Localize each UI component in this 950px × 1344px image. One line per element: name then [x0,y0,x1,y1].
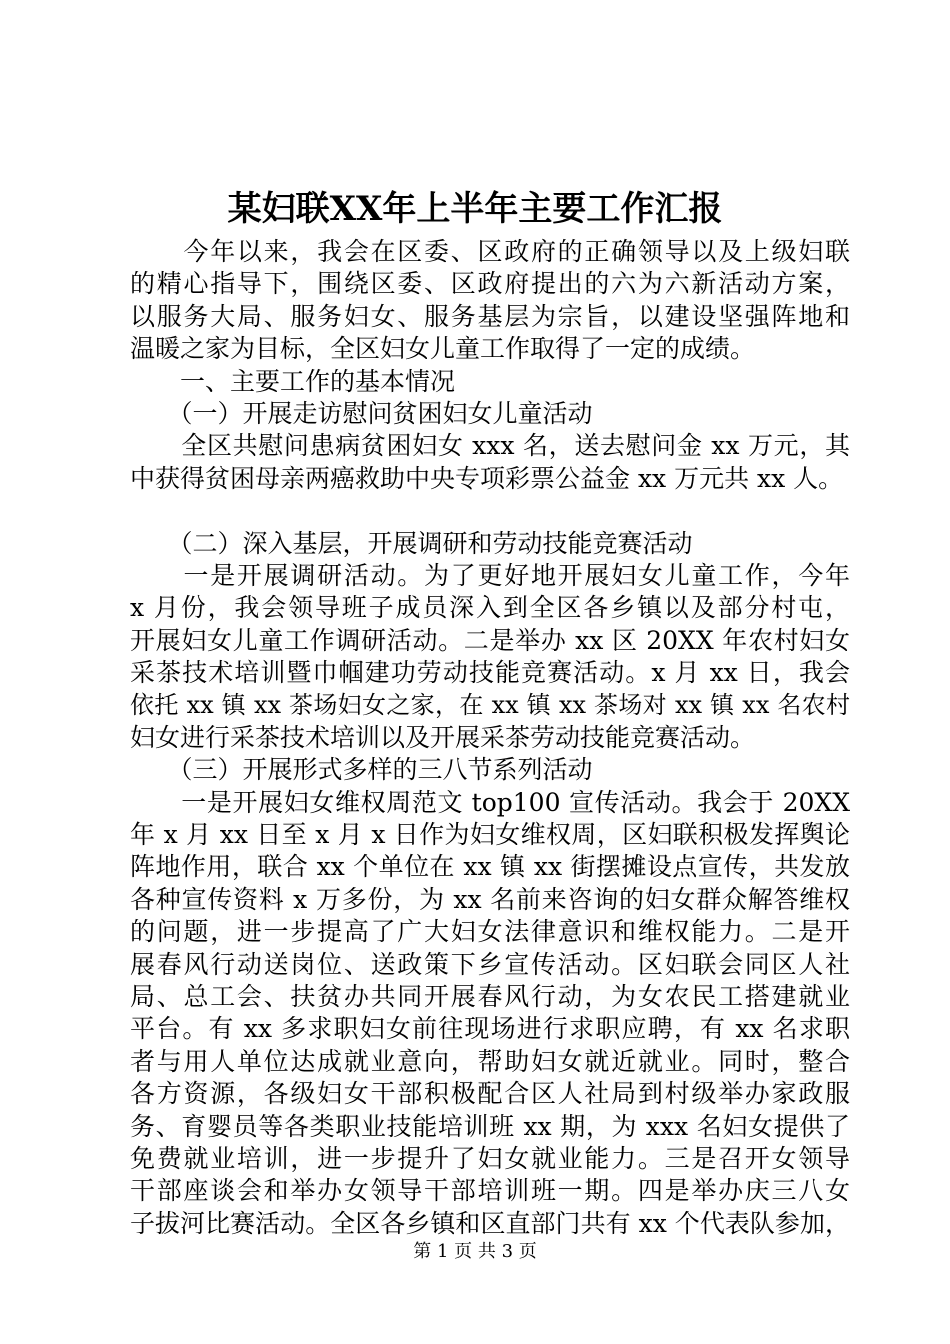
body-text-line [130,495,850,527]
body-text-line: 采茶技术培训暨巾帼建功劳动技能竞赛活动。x 月 xx 日，我会 [130,658,850,688]
body-text-line: 的问题，进一步提高了广大妇女法律意识和维权能力。二是开 [130,917,850,947]
body-text-line: 务、育婴员等各类职业技能培训班 xx 期，为 xxx 名妇女提供了 [130,1111,850,1141]
body-text-line: （三）开展形式多样的三八节系列活动 [130,755,593,785]
body-text-line: 平台。有 xx 多求职妇女前往现场进行求职应聘，有 xx 名求职 [130,1014,850,1044]
document-body [130,236,850,1240]
body-text-line: 温暖之家为目标，全区妇女儿童工作取得了一定的成绩。 [130,334,756,364]
body-text-line: 妇女进行采茶技术培训以及开展采茶劳动技能竞赛活动。 [130,722,756,752]
body-text-line: 依托 xx 镇 xx 茶场妇女之家，在 xx 镇 xx 茶场对 xx 镇 xx 名农村 [130,691,850,720]
body-text-line: 一是开展妇女维权周范文 top100 宣传活动。我会于 20XX [130,787,850,817]
body-text-line: 子拔河比赛活动。全区各乡镇和区直部门共有 xx 个代表队参加， [130,1208,850,1238]
document-title: 某妇联XX年上半年主要工作汇报 [227,189,723,229]
body-text-line: 免费就业培训，进一步提升了妇女就业能力。三是召开女领导 [130,1143,850,1173]
body-text-line: 各方资源，各级妇女干部积极配合区人社局到村级举办家政服 [130,1079,850,1109]
body-text-line: 阵地作用，联合 xx 个单位在 xx 镇 xx 街摆摊设点宣传，共发放 [130,852,850,882]
body-text-line: 中获得贫困母亲两癌救助中央专项彩票公益金 xx 万元共 xx 人。 [130,463,844,493]
body-text-line: 各种宣传资料 x 万多份，为 xx 名前来咨询的妇女群众解答维权 [130,884,850,914]
body-text-line: 局、总工会、扶贫办共同开展春风行动，为女农民工搭建就业 [130,981,850,1011]
body-text-line: 以服务大局、服务妇女、服务基层为宗旨，以建设坚强阵地和 [130,301,850,331]
body-text-line: （一）开展走访慰问贫困妇女儿童活动 [130,398,593,428]
body-text-line: 一、主要工作的基本情况 [130,366,456,396]
body-text-line: 的精心指导下，围绕区委、区政府提出的六为六新活动方案， [130,269,850,299]
body-text-line: （二）深入基层，开展调研和劳动技能竞赛活动 [130,528,693,558]
body-text-line: 者与用人单位达成就业意向，帮助妇女就近就业。同时，整合 [130,1046,850,1076]
body-text-line: 今年以来，我会在区委、区政府的正确领导以及上级妇联 [130,237,850,266]
body-text-line: 年 x 月 xx 日至 x 月 x 日作为妇女维权周，区妇联积极发挥舆论 [130,820,850,850]
body-text-line: 展春风行动送岗位、送政策下乡宣传活动。区妇联会同区人社 [130,949,850,979]
body-text-line: 开展妇女儿童工作调研活动。二是举办 xx 区 20XX 年农村妇女 [130,625,850,655]
page-footer: 第 1 页 共 3 页 [413,1241,537,1262]
body-text-line: 干部座谈会和举办女领导干部培训班一期。四是举办庆三八女 [130,1176,850,1206]
body-text-line: 全区共慰问患病贫困妇女 xxx 名，送去慰问金 xx 万元，其 [130,431,850,461]
body-text-line: 一是开展调研活动。为了更好地开展妇女儿童工作，今年 [130,560,850,590]
body-text-line: x 月份，我会领导班子成员深入到全区各乡镇以及部分村屯， [130,593,850,623]
